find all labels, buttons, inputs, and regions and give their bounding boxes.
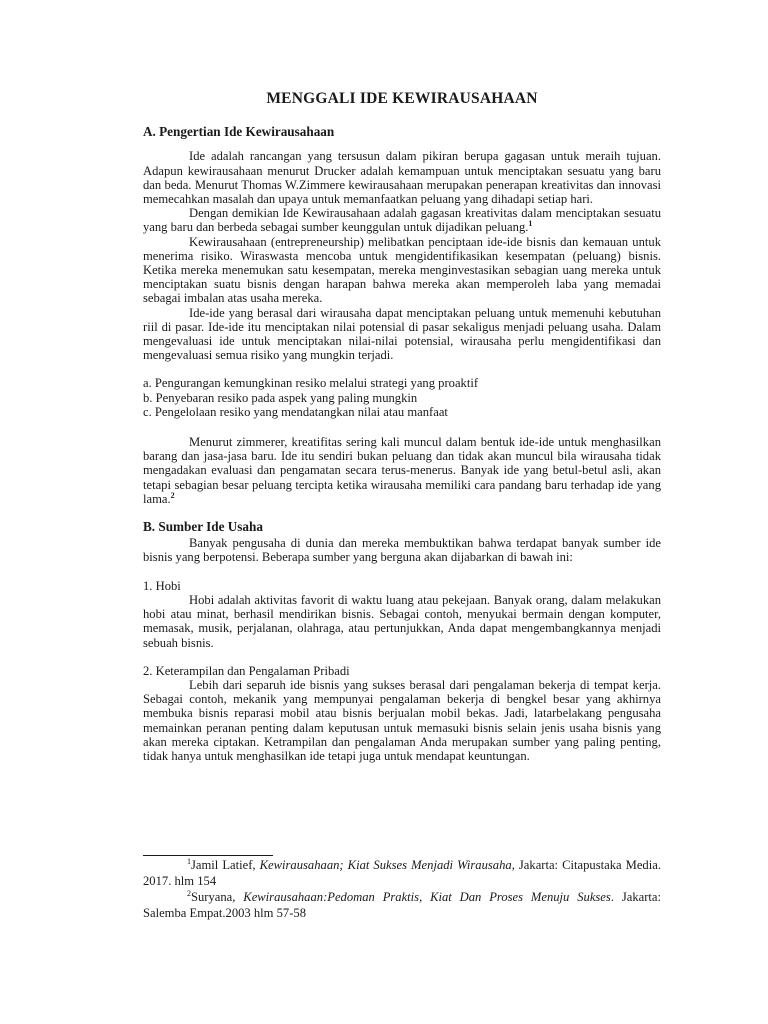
footnote [143, 857, 661, 889]
subsection-title: 1. Hobi [143, 578, 181, 593]
footnote-author: Suryana, [191, 890, 236, 904]
paragraph-text: Hobi adalah aktivitas favorit di waktu luang atau pekejaan. Banyak orang, dalam melakukan hobi atau minat, berhasil mendirikan bisnis. Sebagai contoh, menyukai bermain dengan komputer, memasak, musik, perjalanan, olahraga, atau pertunjukkan, Anda dapat mengembangkannya menjadi sebuah bisnis. [143, 592, 661, 650]
paragraph [143, 593, 661, 650]
paragraph-text: Banyak pengusaha di dunia dan mereka membuktikan bahwa terdapat banyak sumber ide bisnis yang berpotensi. Beberapa sumber yang berguna akan dijabarkan di bawah ini: [143, 536, 661, 565]
footnote-rest: . Jakarta: Salemba Empat.2003 hlm 57-58 [143, 890, 661, 920]
section-a-heading: A. Pengertian Ide Kewirausahaan [143, 124, 335, 140]
footnote-divider [143, 855, 273, 856]
list-item: a. Pengurangan kemungkinan resiko melalui strategi yang proaktif [143, 376, 479, 391]
list-item: b. Penyebaran resiko pada aspek yang paling mungkin [143, 390, 418, 405]
paragraph [143, 435, 661, 506]
paragraph [143, 149, 661, 206]
section-b-heading: B. Sumber Ide Usaha [143, 519, 263, 535]
paragraph [143, 235, 661, 306]
document-body [143, 92, 661, 763]
footnote-author: Jamil Latief, [191, 858, 256, 872]
paragraph [143, 306, 661, 363]
paragraph-text: Ide adalah rancangan yang tersusun dalam pikiran berupa gagasan untuk meraih tujuan. Adapun kewirausahaan menurut Drucker adalah kemampuan untuk menciptakan sesuatu yang baru dan beda. Menurut Thomas W.Zimmere kewirausahaan merupakan penerapan kreativitas dan innovasi memecahkan masalah dan upaya untuk memanfaatkan peluang yang dihadapi setiap hari. [143, 149, 661, 207]
risk-list [143, 376, 661, 419]
paragraph-text: Lebih dari separuh ide bisnis yang sukses berasal dari pengalaman bekerja di tempat kerja. Sebagai contoh, mekanik yang mempunyai pengalaman bekerja di bengkel besar yang akhirnya membuka bisnis reparasi mobil atau bisnis berjualan mobil bekas. Jadi, latarbelakang pengusaha memainkan peranan penting dalam keputusan untuk memasuki bisnis selain jenis usaha bisnis yang akan mereka ciptakan. Ketrampilan dan pengalaman Anda merupakan sumber yang paling penting, tidak hanya untuk menghasilkan ide tetapi juga untuk mendapat keuntungan. [143, 677, 661, 763]
footnote [143, 889, 661, 921]
list-item: c. Pengelolaan resiko yang mendatangkan nilai atau manfaat [143, 404, 448, 419]
footnotes [143, 855, 661, 921]
document-title: MENGGALI IDE KEWIRAUSAHAAN [266, 90, 538, 107]
footnote-work: Kewirausahaan:Pedoman Praktis, Kiat Dan Proses Menuju Sukses [243, 890, 611, 904]
paragraph [143, 206, 661, 234]
footnote-ref: 1 [528, 219, 533, 229]
paragraph [143, 536, 661, 564]
footnote-number: 1 [187, 856, 191, 866]
footnote-rest: , Jakarta: Citapustaka Media. 2017. hlm 154 [143, 858, 661, 888]
subsection-title: 2. Keterampilan dan Pengalaman Pribadi [143, 663, 350, 678]
paragraph-text: Menurut zimmerer, kreatifitas sering kali muncul dalam bentuk ide-ide untuk menghasilkan barang dan jasa-jasa baru. Ide itu sendiri bukan peluang dan tidak akan muncul bila wirausaha tidak mengadakan evaluasi dan pengamatan secara terus-menerus. Banyak ide yang betul-betul asli, akan tetapi sebagian besar peluang tercipta ketika wirausaha memiliki cara pandang baru terhadap ide yang lama. [143, 435, 661, 506]
paragraph-text: Ide-ide yang berasal dari wirausaha dapat menciptakan peluang untuk memenuhi kebutuhan riil di pasar. Ide-ide itu menciptakan nilai potensial di pasar sekaligus menjadi peluang usaha. Dalam mengevaluasi ide untuk menciptakan nilai-nilai potensial, wirausaha perlu mengidentifikasi dan mengevaluasi semua risiko yang mungkin terjadi. [143, 305, 661, 363]
paragraph-text: Dengan demikian Ide Kewirausahaan adalah gagasan kreativitas dalam menciptakan sesuatu yang baru dan berbeda sebagai sumber keunggulan untuk dijadikan peluang. [143, 206, 661, 235]
paragraph [143, 678, 661, 763]
footnote-number: 2 [187, 888, 191, 898]
footnote-ref: 2 [170, 490, 175, 500]
footnote-work: Kewirausahaan; Kiat Sukses Menjadi Wirausaha [259, 858, 512, 872]
paragraph-text: Kewirausahaan (entrepreneurship) melibatkan penciptaan ide-ide bisnis dan kemauan untuk menerima risiko. Wiraswasta mencoba untuk mengidentifikasikan kesempatan (peluang) bisnis. Ketika mereka menemukan satu kesempatan, mereka menginvestasikan sebagian uang mereka untuk menciptakan suatu bisnis dengan harapan bahwa mereka akan memperoleh laba yang memadai sebagai imbalan atas usaha mereka. [143, 234, 661, 306]
